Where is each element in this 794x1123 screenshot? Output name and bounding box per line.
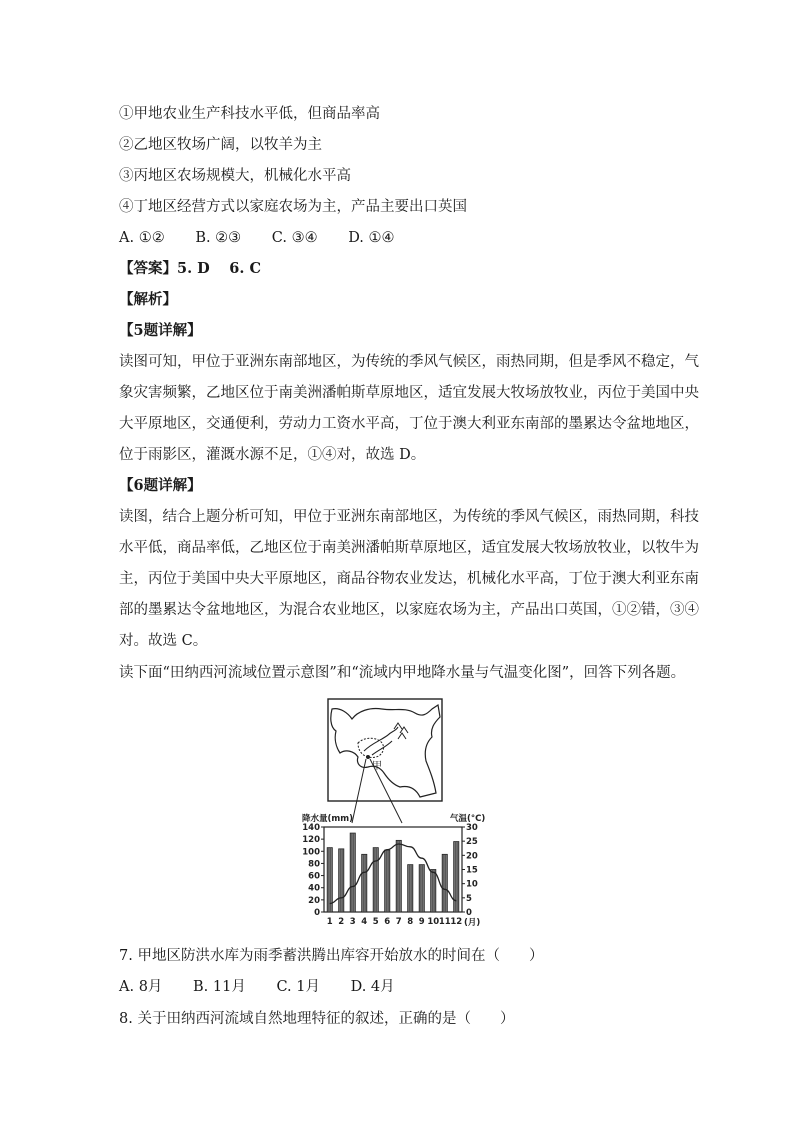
q5-analysis-line: 大平原地区，交通便利，劳动力工资水平高，丁位于澳大利亚东南部的墨累达令盆地地区， xyxy=(119,416,699,432)
answer-line: 【答案】5. D 6. C xyxy=(119,260,262,277)
statement-3: ③丙地区农场规模大，机械化水平高 xyxy=(119,168,351,184)
q5-heading: 【5题详解】 xyxy=(119,322,202,339)
q6-analysis-line: 对。故选 C。 xyxy=(119,633,208,649)
q7-option-c: C. 1月 xyxy=(276,979,320,995)
q6-analysis-line: 主，丙位于美国中央大平原地区，商品谷物农业发达，机械化水平高，丁位于澳大利亚东南 xyxy=(119,571,699,587)
right-axis-label: 气温(°C) xyxy=(450,814,486,824)
q7-option-b: B. 11月 xyxy=(193,979,246,995)
right-axis-ticks xyxy=(462,823,478,918)
month-tick-label: 11 xyxy=(438,917,451,927)
q5-analysis-line: 象灾害频繁，乙地区位于南美洲潘帕斯草原地区，适宜发展大牧场放牧业，丙位于美国中央 xyxy=(119,385,699,401)
precipitation-bar-rect xyxy=(419,865,424,912)
right-tick-label: 15 xyxy=(466,865,478,876)
climate-chart xyxy=(302,813,485,928)
month-tick-labels xyxy=(327,917,462,927)
q7-stem: 7. 甲地区防洪水库为雨季蓄洪腾出库容开始放水的时间在（ ） xyxy=(119,948,544,964)
month-tick-label: 5 xyxy=(372,917,379,927)
right-tick-label: 20 xyxy=(466,851,478,862)
precipitation-bar xyxy=(442,854,447,912)
q6-options xyxy=(119,228,421,248)
left-tick-label: 60 xyxy=(308,871,320,882)
month-tick-label: 1 xyxy=(326,917,333,927)
month-tick-label: 12 xyxy=(450,917,463,927)
q7-options xyxy=(119,977,421,997)
precipitation-bar xyxy=(454,842,459,912)
precipitation-bars xyxy=(327,833,459,912)
right-tick-label: 30 xyxy=(466,823,478,833)
analysis-heading: 【解析】 xyxy=(119,291,177,308)
precipitation-bar xyxy=(350,833,355,912)
left-axis-label: 降水量(mm) xyxy=(302,814,353,824)
q7-option-a: A. 8月 xyxy=(119,979,163,995)
month-tick-label: 3 xyxy=(349,917,356,927)
left-axis-ticks xyxy=(302,823,324,918)
precipitation-bar-rect xyxy=(408,865,413,912)
precipitation-bar xyxy=(408,865,413,912)
precipitation-bar-rect xyxy=(339,849,344,912)
precipitation-bar-rect xyxy=(362,854,367,912)
q6-analysis-line: 水平低，商品率低，乙地区位于南美洲潘帕斯草原地区，适宜发展大牧场放牧业，以牧牛为 xyxy=(119,540,699,556)
plot-frame xyxy=(324,827,462,912)
precipitation-bar-rect xyxy=(431,870,436,913)
precipitation-bar xyxy=(373,848,378,912)
precipitation-bar-rect xyxy=(385,850,390,912)
precipitation-bar-rect xyxy=(396,840,401,912)
right-tick-label: 10 xyxy=(466,879,478,890)
left-tick-label: 80 xyxy=(308,859,320,870)
precipitation-bar-rect xyxy=(454,842,459,912)
q7-option-d: D. 4月 xyxy=(350,979,395,995)
statement-2: ②乙地区牧场广阔，以牧羊为主 xyxy=(119,137,322,153)
map-site-dot xyxy=(366,755,370,759)
precipitation-bar-rect xyxy=(442,854,447,912)
map-site-label: 甲 xyxy=(372,761,382,772)
left-tick-label: 120 xyxy=(302,835,320,846)
q8-stem: 8. 关于田纳西河流域自然地理特征的叙述，正确的是（ ） xyxy=(119,1011,515,1027)
precipitation-bar xyxy=(339,849,344,912)
right-tick-label: 25 xyxy=(466,837,478,848)
q6-analysis-line: 读图，结合上题分析可知，甲位于亚洲东南部地区，为传统的季风气候区，雨热同期，科技 xyxy=(119,509,699,525)
statement-1: ①甲地农业生产科技水平低，但商品率高 xyxy=(119,106,380,122)
month-tick-label: 8 xyxy=(407,917,414,927)
location-map xyxy=(328,699,442,801)
month-tick-label: 7 xyxy=(395,917,402,927)
month-unit-label: (月) xyxy=(464,918,481,928)
precipitation-bar xyxy=(396,840,401,912)
precipitation-bar-rect xyxy=(373,848,378,912)
option-d: D. ①④ xyxy=(348,230,395,246)
precipitation-bar xyxy=(327,848,332,912)
month-tick-label: 6 xyxy=(384,917,391,927)
left-tick-label: 0 xyxy=(314,908,320,918)
option-c: C. ③④ xyxy=(271,230,318,246)
right-tick-label: 5 xyxy=(466,893,472,904)
left-tick-label: 100 xyxy=(302,847,320,858)
intro-line: 读下面“田纳西河流域位置示意图”和“流域内甲地降水量与气温变化图”，回答下列各题。 xyxy=(119,665,686,681)
precipitation-bar xyxy=(431,870,436,913)
precipitation-bar-rect xyxy=(327,848,332,912)
month-tick-label: 9 xyxy=(418,917,425,927)
precipitation-bar-rect xyxy=(350,833,355,912)
precipitation-bar xyxy=(385,850,390,912)
left-tick-label: 40 xyxy=(308,883,320,894)
q6-analysis-line: 部的墨累达令盆地地区，为混合农业地区，以家庭农场为主，产品出口英国，①②错，③④ xyxy=(119,602,699,618)
option-a: A. ①② xyxy=(119,230,165,246)
month-tick-label: 4 xyxy=(361,917,368,927)
statement-4: ④丁地区经营方式以家庭农场为主，产品主要出口英国 xyxy=(119,199,467,215)
q5-analysis-line: 读图可知，甲位于亚洲东南部地区，为传统的季风气候区，雨热同期，但是季风不稳定，气 xyxy=(119,354,699,370)
q6-heading: 【6题详解】 xyxy=(119,477,202,494)
q5-analysis-line: 位于雨影区，灌溉水源不足，①④对，故选 D。 xyxy=(119,447,426,463)
right-tick-label: 0 xyxy=(466,908,472,918)
option-b: B. ②③ xyxy=(195,230,242,246)
left-tick-label: 20 xyxy=(308,895,320,906)
precipitation-bar xyxy=(419,865,424,912)
precipitation-bar xyxy=(362,854,367,912)
temperature-line xyxy=(330,844,457,904)
month-tick-label: 2 xyxy=(338,917,345,927)
tennessee-figure xyxy=(300,697,496,933)
month-tick-label: 10 xyxy=(427,917,440,927)
left-tick-label: 140 xyxy=(302,823,320,833)
